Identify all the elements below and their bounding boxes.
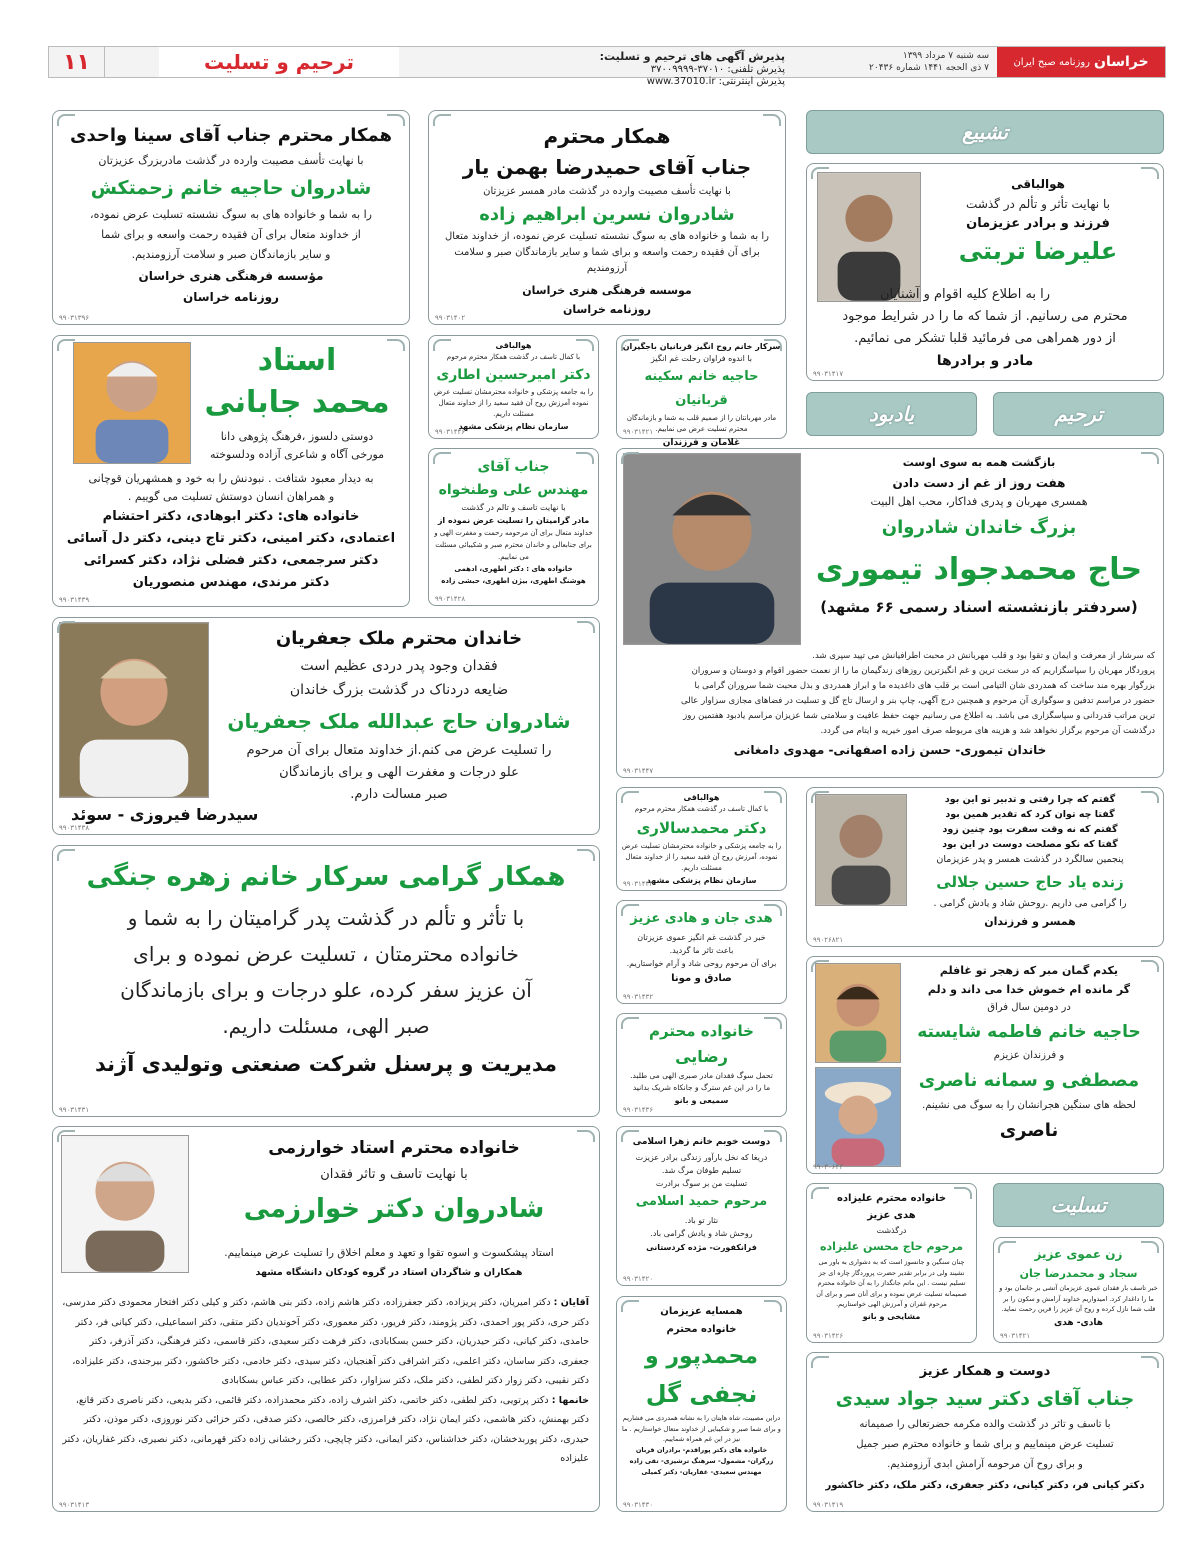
ad-subtitle: همکاران و شاگردان استاد در گروه کودکان دانشگاه مشهد	[255, 1267, 523, 1278]
ad-code: ۹۹۰۳۱۴۳۸	[59, 824, 90, 832]
ad-text: را به شما و خانواده های به سوگ نشسته تسلیت عرض نموده، از خداوند متعال	[445, 231, 769, 242]
ad-text: مادر گرامیتان را تسلیت عرض نموده از	[437, 516, 590, 525]
ad-mohsen-alizadeh	[806, 1183, 977, 1343]
deceased-name: مصطفی و سمانه ناصری	[918, 1070, 1140, 1091]
ad-code: ۹۹۰۳۱۴۲۱	[1000, 1332, 1031, 1340]
ad-signature: همسر و فرزندان	[984, 915, 1076, 928]
poem-line: گفتا که نکو مصلحت دوست در این بود	[942, 839, 1118, 850]
ad-mohammadjavad-teymouri	[616, 448, 1164, 778]
ad-signature: سیدرضا فیروزی - سوئد	[71, 805, 259, 824]
ad-heading: خانواده محترم استاد خوارزمی	[268, 1138, 520, 1158]
deceased-name: حاج محمدجواد تیموری	[815, 552, 1143, 587]
ad-text: ما را در این غم سترگ و جانکاه شریک بدانید	[632, 1083, 771, 1092]
ad-code: ۹۹۰۳۱۴۱۹	[813, 1501, 844, 1509]
ad-signature: مدیریت و پرسنل شرکت صنعتی وتولیدی آژند	[95, 1052, 557, 1076]
ad-hamid-eslami	[616, 1126, 787, 1286]
ad-code: ۹۹۰۳۱۳۹۶	[59, 314, 90, 322]
ad-text: صبر مسالت دارم.	[350, 787, 448, 802]
ad-signature: سازمان نظام پزشکی مشهد	[646, 876, 757, 885]
deceased-name: مرحوم حاج محسن علیزاده	[819, 1240, 964, 1253]
ad-text: و برای روح آن مرحومه آرامش ابدی آرزومندیم.	[887, 1459, 1083, 1470]
ad-text: خبر تاسف بار فقدان عموی عزیزمان آتشی بر جانمان بود و ما را داغدار کرد. امیدواریم خداوند آرامش و سکون را بر قلب شما نازل کرده و روح آن عزیز را قرین رحمت نماید.	[999, 1284, 1158, 1313]
ad-text: نثار تو باد.	[684, 1216, 719, 1225]
ad-opening: هوالباقی	[683, 793, 720, 802]
ad-text: ضایعه دردناک در گذشت بزرگ خاندان	[289, 682, 509, 698]
ad-text: همسری مهربان و پدری فداکار، محب اهل البیت	[870, 495, 1088, 508]
deceased-name: شادروان دکتر خوارزمی	[243, 1194, 545, 1224]
deceased-name: مرحوم حمید اسلامی	[635, 1194, 768, 1209]
ad-signature: خانواده های دکتر پوراقدم- برادران قربان	[635, 1445, 768, 1454]
ad-heading: سجاد و محمدرضا جان	[1019, 1267, 1138, 1280]
page-number: ۱۱	[49, 47, 105, 77]
deceased-name: شادروان حاج عبدالله ملک جعفریان	[227, 709, 571, 733]
ribbon-tashyi: تشییع	[806, 110, 1164, 154]
ad-code: ۹۹۰۳۱۴۴۶	[435, 428, 466, 436]
ad-signature: دکتر سرجمعی، دکتر فضلی نژاد، دکتر کسرائی	[83, 553, 379, 568]
ad-hamidreza-bahmanyar	[428, 110, 786, 325]
ad-text: با کمال تاسف در گذشت همکار محترم مرحوم	[634, 805, 769, 813]
newspaper-brand	[997, 47, 1165, 77]
ad-text: سرکار خانم روح انگیز قربانیان باجگیران	[622, 342, 781, 351]
brand-subtitle: روزنامه صبح ایران	[1013, 56, 1090, 68]
ad-text: را به اطلاع کلیه اقوام و آشنایان	[879, 287, 1051, 302]
ad-text: علو درجات و مغفرت الهی و برای بازماندگان	[279, 765, 519, 780]
ad-signature: خانواده های : دکتر اطهری، ادهمی	[454, 565, 573, 573]
poem-line: گر مانده ام خموش خدا می داند و دلم	[927, 983, 1131, 996]
deceased-name: دکتر محمدسالاری	[636, 819, 767, 837]
ad-text: خبر در گذشت غم انگیز عموی عزیزتان	[637, 933, 766, 942]
ad-signature: روزنامه خراسان	[183, 290, 279, 304]
deceased-name: زنده یاد حاج حسین جلالی	[936, 873, 1124, 891]
ad-text: فرزند و برادر عزیزمان	[966, 216, 1110, 231]
ad-mohammad-salari	[616, 787, 787, 891]
ad-text: درگذشت آن مرحوم برگزار نخواهد شد و هزینه های مربوطه صرف امور خیریه و ایتام می گردد.	[820, 726, 1155, 736]
ad-text: برای آن مرحوم روحی شاد و آرام خواستاریم.	[626, 959, 777, 968]
ad-text: با نهایت تأثر و تألم در گذشت	[966, 197, 1110, 211]
ad-code: ۹۹۰۳۱۴۲۶	[813, 1332, 844, 1340]
ad-text: و سایر بازماندگان صبر و سلامت آرزومندیم.	[131, 248, 331, 261]
portrait-photo	[623, 453, 801, 645]
ad-heading: خانواده محترم	[666, 1324, 737, 1335]
info-label: پذیرش آگهی های ترحیم و تسلیت:	[599, 50, 785, 63]
ad-code: ۹۹۰۳۱۴۲۸	[435, 595, 466, 603]
ad-code: ۹۹۰۳۱۴۳۲	[623, 993, 654, 1001]
ad-text: بزرگوار بهره مند ساخت که همدردی شان التیامی است بر قلب های داغدیده ما و ابراز همدردی و بذل محبت شما سروران گرامی با	[694, 681, 1155, 691]
deceased-name: علیرضا تربتی	[958, 237, 1118, 265]
page-header	[48, 46, 1166, 87]
signers-men: دکتر امیریان، دکتر پریزاده، دکتر جعفرزاده، دکتر هاشم زاده، دکتر بنی هاشم، دکتر و کیلی دکتر افتخار محمودی دکتر مدرسی، دکتر حری، دکتر پور احمدی، دکتر پژومند، دکتر فریور، دکتر معموری، دکتر آخوندیان دکتر متقی، دکتر اسماعیلی، دکتر کیانی فر، دکتر حامدی، دکتر کیانی، دکتر حیدریان، دکتر حسن بسکابادی، دکتر فرهت دکتر سعیدی، دکتر قاسمی، دکتر فرهنگی، دکتر آذرفر، دکتر جعفری، دکتر ساسان، دکتر اعلمی، دکتر اشراقی دکتر آهنجیان، دکتر سیدی، دکتر خادمی، دکتر خاکشور، دکتر بیرجندی، دکتر علیزاده، دکتر نقیبی، دکتر زوار دکتر لطفی، دکتر ملک، دکتر سزاوار، دکتر عطایی، دکتر عباس بسکابادی	[62, 1297, 589, 1386]
ad-text: را به جامعه پزشکی و خانواده محترمشان تسلیت عرض نموده آمرزش روح آن فقید سعید را از خداوند متعال مسئلت داریم.	[433, 388, 594, 418]
ad-text: روحش شاد و یادش گرامی باد.	[650, 1229, 753, 1238]
ad-text: دریغا که نخل بارآور زندگی برادر عزیزت	[635, 1153, 768, 1162]
ad-heading: همکار گرامی سرکار خانم زهره جنگی	[86, 862, 566, 892]
ad-signature: اعتمادی، دکتر امینی، دکتر تاج دینی، دکتر دل آسائی	[66, 531, 396, 546]
poem-line: گفتم که نه وقت سفرت بود چنین زود	[942, 824, 1118, 835]
ad-text: و همراهان انسان دوستش تسلیت می گوییم .	[127, 490, 335, 503]
ad-amirhossein-atari	[428, 335, 599, 439]
ad-heading: دوست و همکار عزیز	[919, 1364, 1051, 1379]
ad-rezaei-family	[616, 1013, 787, 1117]
ad-javad-seyedi	[806, 1352, 1164, 1512]
ad-signature: هادی- هدی	[1053, 1317, 1104, 1328]
ad-sakineh-ghorbanian	[616, 335, 787, 448]
ad-signature: صادق و مونا	[671, 973, 732, 984]
ad-hossein-jalali	[806, 787, 1164, 947]
ad-ali-vatankhah	[428, 448, 599, 606]
ad-code: ۹۹۰۳۱۴۳۰	[623, 1501, 654, 1509]
ad-text: تسلیت من بر سوگ برادرت	[655, 1179, 748, 1188]
ad-heading: دوست خوبم خانم زهرا اسلامی	[632, 1137, 771, 1147]
ribbon-taslit: تسلیت	[993, 1183, 1164, 1227]
portrait-photo	[59, 622, 209, 798]
ad-signature: موسسه فرهنگی هنری خراسان	[522, 284, 692, 297]
ad-zan-amoo	[993, 1237, 1164, 1343]
ad-signature: هوشنگ اطهری، بیژن اطهری، حبشی زاده	[441, 577, 586, 585]
brand-name: خراسان	[1094, 54, 1149, 70]
deceased-name: محمدپور و	[645, 1344, 758, 1369]
portrait-photo	[73, 342, 191, 464]
ad-code: ۹۹۰۳۱۴۳۶	[623, 1106, 654, 1114]
ad-text: در دومین سال فراق	[987, 1002, 1071, 1013]
date-line: سه شنبه ۷ مرداد ۱۳۹۹	[902, 51, 989, 61]
child-photo	[815, 963, 901, 1063]
ad-text: با تأثر و تألم در گذشت پدر گرامیتان را به شما و	[127, 906, 525, 930]
ad-code: ۹۹۰۳۰۶۴۴	[813, 1163, 844, 1171]
ad-text: پروردگار مهربان را سپاسگزاریم که در سخت ترین و غم انگیزترین روزهای زندگیمان ما را از نعمت حضور اقوام و دوستان و سروران	[691, 666, 1155, 676]
ad-heading: رضایی	[675, 1047, 728, 1066]
ad-text: با نهایت تأسف مصیبت وارده در گذشت مادر همسر عزیزتان	[483, 186, 731, 197]
ad-signature: مؤسسه فرهنگی هنری خراسان	[138, 269, 324, 283]
ad-text: با تاسف و تاثر در گذشت والده مکرمه حضرتعالی را صمیمانه	[859, 1419, 1111, 1430]
ribbon-tarhim: ترحیم	[993, 392, 1164, 436]
ad-signature: مشایخی و بانو	[862, 1311, 921, 1321]
ad-heading: هدی عزیز	[867, 1210, 916, 1221]
ad-text: تسلیت عرض مینماییم و برای شما و خانواده محترم صبر جمیل	[856, 1439, 1114, 1450]
signers-women: دکتر پرتویی، دکتر لطفی، دکتر خاتمی، دکتر اشرف زاده، دکتر محمدزاده، دکتر قائمی، دکتر بدیعی، دکتر ناصری دکتر قانع، دکتر بهمنش، دکتر هاشمی، دکتر ایمان نژاد، دکتر فرامرزی، دکتر خالصی، دکتر صدقی، دکتر خزائی دکتر نوروزی، دکتر موذن، دکتر حیدری، دکتر پوربدخشان، دکتر خداشناس، دکتر ایمانی، دکتر چاپچی، دکتر رخشانی زاده دکتر قهرمانی، دکتر نصیری، دکتر غفاریان، دکتر علیزاده	[62, 1394, 589, 1464]
portrait-photo	[817, 172, 921, 302]
deceased-name: شادروان نسرین ابراهیم زاده	[479, 204, 735, 225]
ad-heading: همکار محترم جناب آقای سینا واحدی	[69, 125, 393, 146]
ad-text: را تسلیت عرض می کنم.از خداوند متعال برای آن مرحوم	[246, 743, 552, 758]
ad-text: لحظه های سنگین هجرانشان را به سوگ می نشینم.	[922, 1100, 1136, 1111]
ad-signature: دکتر مرندی، مهندس منصوریان	[132, 575, 330, 590]
ad-text: با اندوه فراوان رحلت غم انگیز	[650, 354, 753, 363]
ad-heading: خانواده محترم	[649, 1022, 754, 1040]
ad-text: با کمال تاسف در گذشت همکار محترم مرحوم	[446, 353, 581, 361]
ad-text: باعث تاثر ما گردید.	[669, 946, 734, 955]
ad-signature: خانواده های: دکتر ابوهادی، دکتر احتشام	[102, 509, 360, 524]
signers-men-label: آقایان :	[553, 1297, 589, 1308]
ad-code: ۹۹۰۳۱۴۳۱	[59, 1106, 90, 1114]
ad-text: مورخی آگاه و شاعری آزاده ودلسوخته	[209, 448, 385, 461]
ad-code: ۹۹۰۳۱۴۴۴	[623, 880, 654, 888]
ribbon-yadbood: یادبود	[806, 392, 977, 436]
deceased-name: حاجیه خانم فاطمه شایسته	[917, 1022, 1141, 1042]
ad-code: ۹۹۰۲۶۸۲۱	[813, 936, 844, 944]
ad-dr-kharazmi	[52, 1126, 600, 1512]
ad-signature: ناصری	[999, 1120, 1059, 1141]
ad-text: تحمل سوگ فقدان مادر صبری الهی می طلبد.	[630, 1071, 773, 1080]
poem-line: گفتا چه توان کرد که تقدیر همین بود	[945, 809, 1115, 820]
ad-text: حضور در مراسم تدفین و سوگواری آن مرحوم و همچنین درج آگهی، چاپ بنر و ارسال تاج گل و تسلیت در فضاهای مجازی سزاوار عالی	[681, 696, 1155, 706]
child-photo	[815, 1067, 901, 1167]
ad-mohammad-jabani	[52, 335, 410, 607]
ad-text: استاد پیشکسوت و اسوه تقوا و تعهد و معلم اخلاق را تسلیت عرض مینماییم.	[224, 1247, 554, 1259]
ad-hoda-hadi	[616, 900, 787, 1004]
issue-date	[869, 50, 989, 74]
ad-heading: بزرگ خاندان شادروان	[881, 517, 1077, 538]
ad-text: را به شما و خانواده های به سوگ نشسته تسلیت عرض نموده،	[90, 208, 372, 221]
signers-women-label: خانمها :	[551, 1394, 589, 1406]
ad-text: چنان سنگین و جانسوز است که به دشواری به باور می نشیند ولی در برابر تقدیر حضرت پروردگار چاره ای جز تسلیم نیست . این ماتم جانگداز را به آن خانواده محترم صمیمانه تسلیت عرض نموده و برای آنان صبر و برای آن مرحوم غفران و آمرزش الهی خواستاریم.	[816, 1258, 967, 1308]
ad-text: ترین مراتب قدردانی و سپاسگزاری می باشد. به اطلاع می رسانیم جهت حفظ عافیت و سلامتی شما عزیزان مراسم یادبود هفتمین روز	[683, 711, 1155, 721]
ad-heading: خاندان محترم ملک جعفریان	[275, 628, 523, 649]
ad-code: ۹۹۰۳۱۴۰۲	[435, 314, 466, 322]
ad-signature: روزنامه خراسان	[563, 303, 651, 316]
ad-text: با نهایت تأسف مصیبت وارده در گذشت مادربزرگ عزیزتان	[98, 154, 364, 167]
ad-code: ۹۹۰۳۱۴۴۷	[623, 767, 654, 775]
ad-heading: همسایه عزیزمان	[660, 1306, 743, 1317]
ad-heading: جناب آقای دکتر سید جواد سیدی	[835, 1388, 1135, 1410]
ad-signature: سمیعی و بانو	[674, 1096, 729, 1105]
ad-opening: هوالباقی	[1011, 177, 1065, 191]
ad-mohammadpour-najafigol	[616, 1296, 787, 1512]
portrait-photo	[61, 1135, 189, 1273]
ad-heading: مهندس علی وطنخواه	[438, 482, 589, 498]
info-web: پذیرش اینترنتی: www.37010.ir	[646, 76, 785, 87]
section-title: ترحیم و تسلیت	[159, 47, 399, 77]
ad-text: دوستی دلسوز ،فرهنگ پژوهی دانا	[220, 430, 374, 443]
ad-text: از خداوند متعال برای آن فقیده رحمت واسعه و برای شما	[101, 228, 361, 241]
ad-signature: زرگران- مشمول- سرهنگ ترشیزی- تقی زاده	[629, 1456, 774, 1465]
ad-signature: خاندان تیموری- حسن زاده اصفهانی- مهدوی دامغانی	[733, 743, 1047, 757]
ad-text: را به جامعه پزشکی و خانواده محترمشان تسلیت عرض نموده، آمرزش روح آن فقید سعید را از خداوند متعال مسئلت داریم.	[621, 842, 782, 872]
ad-text: برای آن فقیده رحمت واسعه و برای شما و سایر بازماندگان صبر و سلامت آرزومندیم	[454, 247, 760, 274]
ad-text: فقدان وجود پدر دردی عظیم است	[300, 658, 498, 674]
ad-signature: فرانکفورت- مژده کردستانی	[646, 1243, 757, 1252]
portrait-photo	[815, 794, 907, 906]
ad-text: از دور همراهی می فرمائید قلبا تشکر می نمائیم.	[854, 331, 1116, 346]
ad-code: ۹۹۰۳۱۴۱۳	[59, 1501, 90, 1509]
ad-opening: هوالباقی	[495, 341, 532, 350]
ad-signature: غلامان و فرزندان	[662, 438, 741, 448]
ad-heading: استاد	[257, 343, 337, 378]
ad-text: مادر مهربانتان را از صمیم قلب به شما و بازماندگان محترم تسلیت عرض می نماییم.	[626, 414, 777, 433]
ad-text: تسلیم طوفان مرگ شد.	[661, 1166, 742, 1175]
ad-signature: دکتر کیانی فر، دکتر کیانی، دکتر جعفری، دکتر ملک، دکتر خاکشور	[825, 1480, 1145, 1491]
poem-line: یکدم گمان مبر که زهجر تو غافلم	[939, 964, 1119, 977]
ad-text: خداوند متعال برای آن مرحومه رحمت و مغفرت الهی و برای جنابعالی و خاندان محترم صبر و شکیبائی مسئلت می نماییم.	[434, 529, 593, 561]
ad-text: صبر الهی، مسئلت داریم.	[222, 1014, 430, 1038]
date-line: ۷ ذی الحجه ۱۴۴۱ شماره ۲۰۴۳۶	[869, 63, 989, 73]
ad-heading: هدی جان و هادی عزیز	[630, 911, 773, 926]
ad-subtitle: (سردفتر بازنشسته اسناد رسمی ۶۶ مشهد)	[820, 598, 1138, 616]
ad-text: با نهایت تاسف و تالم در گذشت	[461, 503, 566, 512]
ad-heading: زن عموی عزیز	[1034, 1247, 1123, 1261]
ad-text: هفت روز از غم از دست دادن	[892, 476, 1066, 490]
ad-text: آن عزیز سفر کرده، علو درجات و برای بازماندگان	[120, 978, 532, 1002]
ad-code: ۹۹۰۳۱۴۳۹	[59, 596, 90, 604]
ad-code: ۹۹۰۳۱۴۱۷	[813, 370, 844, 378]
ad-text: با نهایت تاسف و تاثر فقدان	[320, 1167, 468, 1182]
ad-opening: بازگشت همه به سوی اوست	[902, 456, 1056, 469]
ad-heading: جناب آقای حمیدرضا بهمن یار	[462, 155, 752, 179]
ad-heading: جناب آقای	[477, 459, 550, 475]
ad-alireza-torbati	[806, 163, 1164, 381]
deceased-name: نجفی گل	[645, 1380, 758, 1408]
ad-text: خانواده محترمتان ، تسلیت عرض نموده و برای	[133, 942, 519, 966]
deceased-name: شادروان حاجیه خانم زحمتکش	[90, 177, 372, 199]
deceased-name: محمد جابانی	[204, 385, 390, 420]
ad-heading: خانواده محترم علیزاده	[836, 1193, 947, 1204]
ad-heading: همکار محترم	[543, 124, 671, 148]
ad-reception-info	[485, 51, 785, 88]
ad-text: و فرزندان عزیزم	[993, 1050, 1065, 1061]
ad-text: درگذشت	[876, 1226, 907, 1235]
ad-text: دراین مصیبت، شاه هایتان را به نشانه همدردی می فشاریم و برای شما صبر و شکیبایی از خداوند متعال خواستاریم . ما نیز در این غم همراه شماییم.	[622, 1414, 781, 1443]
poem-line: گفتم که چرا رفتی و تدبیر تو این بود	[944, 794, 1116, 805]
deceased-name: حاجیه خانم سکینه قربانیان	[644, 369, 759, 408]
deceased-name: دکتر امیرحسین اطاری	[436, 367, 591, 383]
ad-code: ۹۹۰۳۱۴۲۰	[623, 1275, 654, 1283]
ad-shayesteh-naseri	[806, 956, 1164, 1174]
ad-code: ۹۹۰۳۱۴۲۱	[623, 428, 654, 436]
ad-text: به دیدار معبود شتافت . نبودنش را به خود و همشهریان قوچانی	[88, 472, 374, 485]
ad-sina-vahedi	[52, 110, 410, 325]
info-phone: پذیرش تلفنی: ۳۷۰۱۰-۳۷۰۰۹۹۹۹	[650, 64, 785, 75]
ad-signature: مادر و برادرها	[936, 353, 1034, 369]
ad-text: را گرامی می داریم .روحش شاد و یادش گرامی .	[933, 898, 1127, 909]
ad-text: پنجمین سالگرد در گذشت همسر و پدر عزیزمان	[936, 854, 1124, 865]
ad-signature: سازمان نظام پزشکی مشهد	[458, 422, 569, 431]
ad-signature: مهندس سعیدی- غفاریان- دکتر کمیلی	[641, 1467, 762, 1476]
ad-zohreh-jangi	[52, 845, 600, 1117]
ad-text: که سرشار از معرفت و ایمان و تقوا بود و قلب مهربانش در محبت اطرافیانش می تپید سپری شد.	[812, 651, 1155, 661]
ad-text: محترم می رسانیم. از شما که ما را در شرایط موجود	[842, 309, 1128, 324]
ad-malek-jafarian	[52, 617, 600, 835]
